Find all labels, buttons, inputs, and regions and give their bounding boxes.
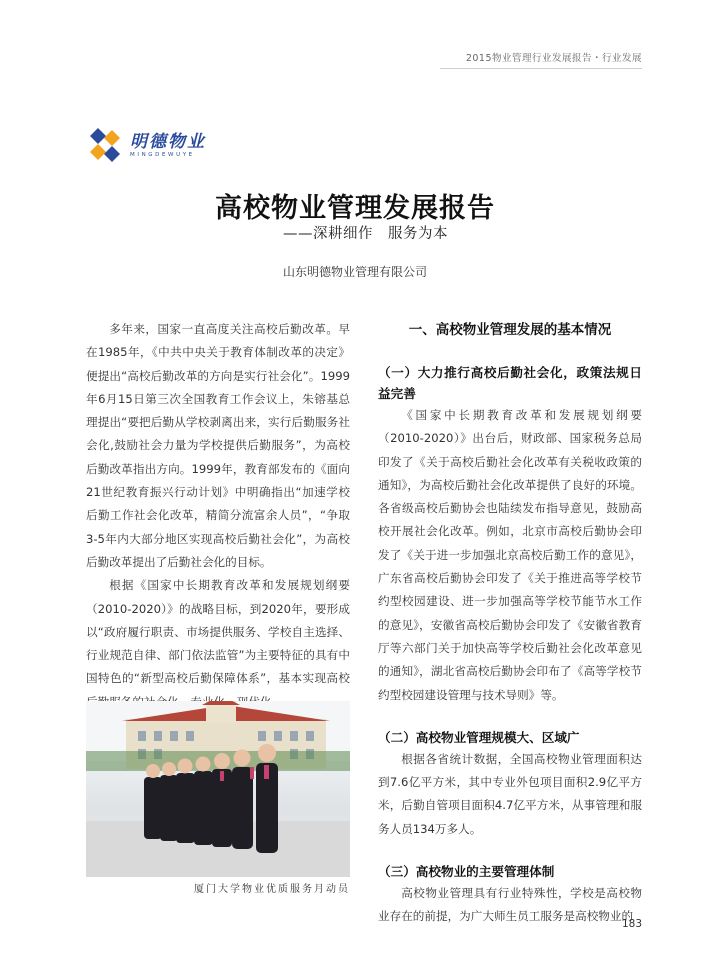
left-column [86, 318, 350, 714]
photo-caption: 厦门大学物业优质服务月动员 [194, 884, 350, 895]
company-logo [86, 128, 206, 164]
body-paragraph: 根据各省统计数据，全国高校物业管理面积达到7.6亿平方米，其中专业外包项目面积2.9亿平方米，后勤自管项目面积4.7亿平方米，从事管理和服务人员134万多人。 [378, 751, 642, 836]
body-paragraph: 《国家中长期教育改革和发展规划纲要（2010-2020）》出台后，财政部、国家税务总局印发了《关于高校后勤社会化改革有关税收政策的通知》，为高校后勤社会化改革提供了良好的环境。各省级高校后勤协会也陆续发布指导意见，鼓励高校开展社会化改革。例如，北京市高校后勤协会印发了《关于进一步加强北京高校后勤工作的意见》，广东省高校后勤协会印发了《关于推进高等学校节约型校园建设、进一步加强高等学校节能节水工作的意见》，安徽省高校后勤协会印发了《安徽省教育厅等六部门关于加快高等学校后勤社会化改革意见的通知》，湖北省高校后勤协会印布了《高等学校节约型校园建设管理与技术导则》等。 [378, 408, 642, 702]
header-rule [440, 68, 642, 69]
running-header: 2015物业管理行业发展报告・行业发展 [465, 53, 642, 64]
article-subtitle: ——深耕细作 服务为本 [283, 226, 448, 242]
staff-photo-illustration [86, 701, 350, 877]
logo-name-en: MINGDEWUYE [130, 151, 195, 158]
section-heading: 一、高校物业管理发展的基本情况 [408, 322, 612, 338]
staff-photo [86, 701, 350, 877]
body-paragraph: 多年来，国家一直高度关注高校后勤改革。早在1985年，《中共中央关于教育体制改革的决定》便提出“高校后勤改革的方向是实行社会化”。1999年6月15日第三次全国教育工作会议上，朱镕基总理提出“要把后勤从学校剥离出来，实行后勤服务社会化,鼓励社会力量为学校提供后勤服务”，为高校后勤改革指出方向。1999年，教育部发布的《面向21世纪教育振兴行动计划》中明确指出“加速学校后勤工作社会化改革，精简分流富余人员”，“争取3-5年内大部分地区实现高校后勤社会化”，为高校后勤改革提出了后勤社会化的目标。 [86, 322, 350, 569]
subsection-heading: （二）高校物业管理规模大、区域广 [378, 729, 580, 745]
article-title: 高校物业管理发展报告 [215, 193, 495, 224]
right-column [378, 318, 642, 929]
logo-name-cn: 明德物业 [130, 131, 206, 152]
body-paragraph: 高校物业管理具有行业特殊性，学校是高校物业存在的前提，为广大师生员工服务是高校物业的 [378, 886, 642, 924]
page-number: 183 [621, 918, 642, 930]
body-paragraph: 根据《国家中长期教育改革和发展规划纲要（2010-2020）》的战略目标，到2020年，要形成以“政府履行职责、市场提供服务、学校自主选择、行业规范自律、部门依法监管”为主要特征的具有中国特色的“新型高校后勤保障体系”，基本实现高校 [86, 578, 350, 686]
subsection-heading: （一）大力推行高校后勤社会化，政策法规日益完善 [378, 365, 642, 401]
article-author: 山东明德物业管理有限公司 [282, 265, 427, 279]
logo-mark-icon [86, 128, 126, 164]
subsection-heading: （三）高校物业的主要管理体制 [378, 864, 555, 880]
